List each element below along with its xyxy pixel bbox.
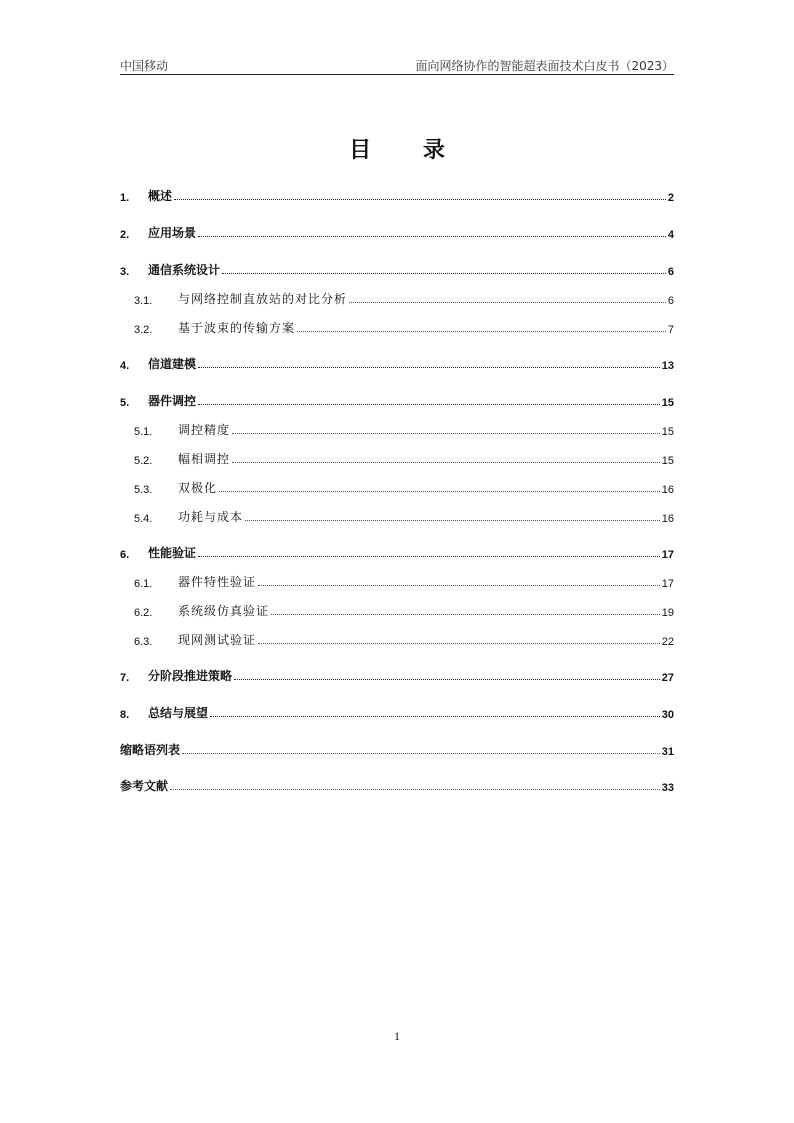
toc-entry-label: 总结与展望 bbox=[148, 706, 209, 720]
toc-entry-label: 基于波束的传输方案 bbox=[178, 321, 296, 335]
toc-entry-number: 5.4. bbox=[134, 513, 153, 525]
header-document-title: 面向网络协作的智能超表面技术白皮书（2023） bbox=[415, 59, 674, 73]
toc-entry-page: 22 bbox=[661, 636, 674, 648]
toc-entry-number: 2. bbox=[120, 229, 130, 241]
toc-entry-number: 6. bbox=[120, 549, 130, 561]
toc-leader-dots bbox=[222, 272, 666, 274]
toc-entry-label: 分阶段推进策略 bbox=[148, 669, 233, 683]
toc-entry[interactable] bbox=[120, 451, 674, 467]
toc-entry-number: 3.2. bbox=[134, 324, 153, 336]
toc-leader-dots bbox=[258, 584, 660, 586]
toc-entry[interactable] bbox=[120, 480, 674, 496]
toc-entry-number: 3.1. bbox=[134, 295, 153, 307]
toc-entry-page: 6 bbox=[667, 266, 674, 278]
toc-entry-page: 27 bbox=[661, 672, 674, 684]
toc-leader-dots bbox=[245, 519, 660, 521]
toc-leader-dots bbox=[198, 555, 660, 557]
toc-entry-label: 系统级仿真验证 bbox=[178, 604, 270, 618]
toc-entry[interactable] bbox=[120, 574, 674, 590]
toc-leader-dots bbox=[210, 715, 660, 717]
toc-entry[interactable] bbox=[120, 188, 674, 204]
toc-entry[interactable] bbox=[120, 225, 674, 241]
toc-entry-label: 参考文献 bbox=[120, 779, 169, 793]
toc-entry-page: 15 bbox=[661, 397, 674, 409]
toc-entry-number: 6.2. bbox=[134, 607, 153, 619]
toc-entry-page: 33 bbox=[661, 782, 674, 794]
toc-entry-number: 4. bbox=[120, 360, 130, 372]
toc-entry-page: 17 bbox=[661, 578, 674, 590]
toc-entry-page: 19 bbox=[661, 607, 674, 619]
toc-leader-dots bbox=[198, 235, 666, 237]
toc-entry[interactable] bbox=[120, 778, 674, 794]
toc-entry-label: 概述 bbox=[148, 189, 173, 203]
toc-leader-dots bbox=[198, 366, 660, 368]
toc-entry-label: 性能验证 bbox=[148, 546, 197, 560]
toc-entry-number: 8. bbox=[120, 709, 130, 721]
toc-entry[interactable] bbox=[120, 291, 674, 307]
toc-entry[interactable] bbox=[120, 393, 674, 409]
toc-leader-dots bbox=[232, 432, 660, 434]
toc-entry[interactable] bbox=[120, 705, 674, 721]
toc-entry-page: 7 bbox=[667, 324, 674, 336]
toc-leader-dots bbox=[174, 198, 666, 200]
toc-entry-label: 应用场景 bbox=[148, 226, 197, 240]
toc-entry[interactable] bbox=[120, 356, 674, 372]
toc-entry-page: 15 bbox=[661, 426, 674, 438]
toc-leader-dots bbox=[234, 678, 660, 680]
toc-entry-page: 13 bbox=[661, 360, 674, 372]
toc-entry[interactable] bbox=[120, 603, 674, 619]
toc-entry-label: 现网测试验证 bbox=[178, 633, 257, 647]
toc-entry-number: 6.1. bbox=[134, 578, 153, 590]
toc-entry-label: 双极化 bbox=[178, 481, 218, 495]
toc-entry-number: 3. bbox=[120, 266, 130, 278]
toc-entry-number: 1. bbox=[120, 192, 130, 204]
toc-entry-label: 与网络控制直放站的对比分析 bbox=[178, 292, 348, 306]
page-number: 1 bbox=[394, 1029, 400, 1043]
toc-leader-dots bbox=[198, 403, 660, 405]
toc-leader-dots bbox=[349, 301, 666, 303]
toc-entry-page: 30 bbox=[661, 709, 674, 721]
toc-entry[interactable] bbox=[120, 262, 674, 278]
toc-leader-dots bbox=[271, 613, 660, 615]
toc-entry[interactable] bbox=[120, 320, 674, 336]
toc-leader-dots bbox=[232, 461, 660, 463]
toc-entry-page: 31 bbox=[661, 746, 674, 758]
toc-entry-page: 16 bbox=[661, 513, 674, 525]
toc-entry-page: 16 bbox=[661, 484, 674, 496]
toc-entry[interactable] bbox=[120, 545, 674, 561]
toc-entry-label: 幅相调控 bbox=[178, 452, 231, 466]
toc-entry-number: 7. bbox=[120, 672, 130, 684]
toc-entry-label: 信道建模 bbox=[148, 357, 197, 371]
toc-entry-label: 器件调控 bbox=[148, 394, 197, 408]
toc-entry-page: 2 bbox=[667, 192, 674, 204]
toc-entry-number: 5.2. bbox=[134, 455, 153, 467]
toc-entry[interactable] bbox=[120, 668, 674, 684]
toc-entry-page: 4 bbox=[667, 229, 674, 241]
toc-entry-label: 器件特性验证 bbox=[178, 575, 257, 589]
toc-title: 目 录 bbox=[349, 138, 467, 163]
toc-entry-label: 功耗与成本 bbox=[178, 510, 244, 524]
toc-leader-dots bbox=[297, 330, 666, 332]
toc-entry-label: 调控精度 bbox=[178, 423, 231, 437]
toc-entry-number: 5.1. bbox=[134, 426, 153, 438]
toc-entry-number: 5. bbox=[120, 397, 130, 409]
toc-entry-page: 6 bbox=[667, 295, 674, 307]
header-organization: 中国移动 bbox=[120, 59, 169, 73]
toc-entry[interactable] bbox=[120, 422, 674, 438]
toc-entry[interactable] bbox=[120, 742, 674, 758]
toc-entry-label: 通信系统设计 bbox=[148, 263, 221, 277]
toc-entry-page: 17 bbox=[661, 549, 674, 561]
toc-entry[interactable] bbox=[120, 632, 674, 648]
toc-leader-dots bbox=[170, 788, 660, 790]
toc-leader-dots bbox=[182, 752, 660, 754]
toc-entry-number: 5.3. bbox=[134, 484, 153, 496]
header-rule bbox=[120, 74, 674, 75]
page-header bbox=[120, 57, 674, 73]
toc-leader-dots bbox=[258, 642, 660, 644]
toc-leader-dots bbox=[219, 490, 660, 492]
toc-entry[interactable] bbox=[120, 509, 674, 525]
toc-entry-label: 缩略语列表 bbox=[120, 743, 181, 757]
toc-entry-page: 15 bbox=[661, 455, 674, 467]
toc-entry-number: 6.3. bbox=[134, 636, 153, 648]
